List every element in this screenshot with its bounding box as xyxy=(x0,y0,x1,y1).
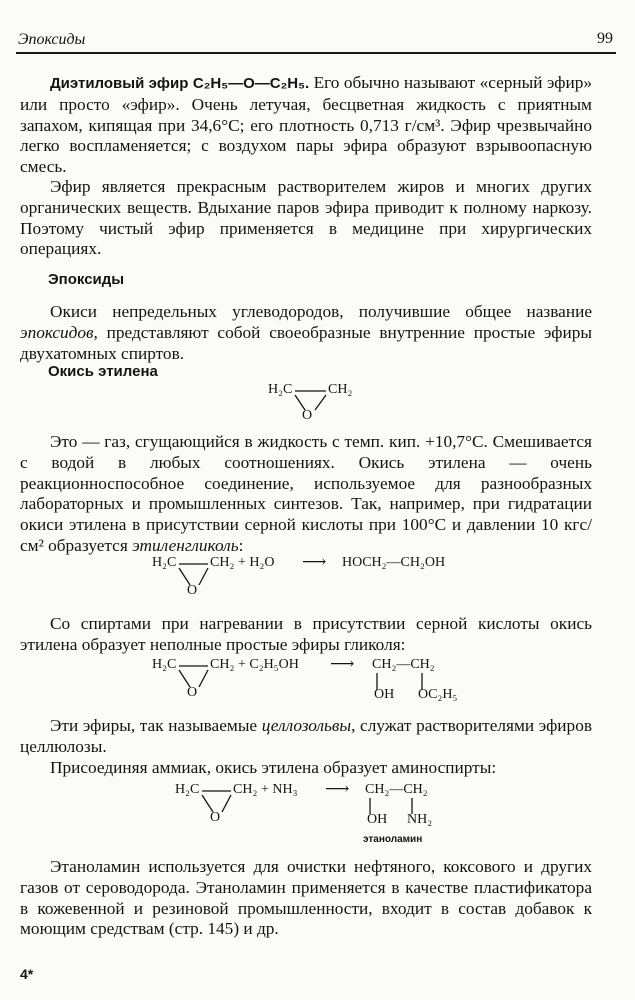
epoxides-intro-start: Окиси непредельных углеводородов, получившие общее название xyxy=(50,302,592,321)
hydration-reaction xyxy=(152,552,482,601)
diethyl-ether-text: Его обычно называют «серный эфир» или просто «эфир». Очень летучая, бесцветная жидкость с приятным запахом, кипящая при 34,6°С; его плотность 0,713 г/см³. Эфир чрезвычайно легко воспламеняется; с воздухом пары эфира образуют взрывоопасную смесь. xyxy=(20,73,592,177)
structure-left-carbon: H₂C xyxy=(268,382,293,397)
r3-arrow: ⟶ xyxy=(325,779,350,798)
r1-oxygen: O xyxy=(187,583,198,598)
r3-product-nh2: NH₂ xyxy=(407,812,433,827)
r1-ring-bonds xyxy=(152,555,242,601)
r2-oxygen: O xyxy=(187,685,198,700)
r1-product: HOCH₂—CH₂OH xyxy=(342,555,446,570)
ammonia-paragraph: Присоединяя аммиак, окись этилена образует аминоспирты: xyxy=(50,758,497,777)
ethanolamine-caption: этаноламин xyxy=(363,834,423,845)
r1-left-carbon: H₂C xyxy=(152,555,177,570)
cellosolve-text-end: , служат растворителями эфиров целлюлозы. xyxy=(20,716,592,756)
epoxides-intro-end: , представляют собой своеобразные внутренние простые эфиры двухатомных спиртов. xyxy=(20,322,592,363)
ethanolamine-paragraph: Этаноламин используется для очистки нефтяного, коксового и других газов от сероводорода. Этаноламин применяется в качестве пластификатора в кожевенной и резиновой промышленности, входит в состав добавок к моющим средствам (стр. 145) и др. xyxy=(20,857,592,939)
ring-bonds xyxy=(268,382,358,428)
alcohols-paragraph: Со спиртами при нагревании в присутствии серной кислоты окись этилена образует неполные простые эфиры гликоля: xyxy=(20,614,592,654)
alcohol-reaction xyxy=(152,654,482,705)
epoxides-intro-paragraph xyxy=(20,302,592,364)
subheading-ethylene-oxide: Окись этилена xyxy=(48,363,158,380)
ether-solvent-paragraph: Эфир является прекрасным растворителем жиров и многих других органических веществ. Вдыхание паров эфира приводит к полному наркозу. Поэтому чистый эфир применяется в медицине при хирургических операциях. xyxy=(20,177,592,259)
r1-right-carbon: CH₂ xyxy=(210,555,235,570)
ethylene-oxide-text: Это — газ, сгущающийся в жидкость с темп. кип. +10,7°С. Смешивается с водой в любых соотношениях. Окись этилена — очень реакционноспособное соединение, используемое для разнообразных лабораторных и промышленных синтезов. Так, например, при гидратации окиси этилена в присутствии серной кислоты при 100°С и давлении 10 кгс/см² образуется xyxy=(20,432,592,555)
r2-product-oc2h5: OC₂H₅ xyxy=(418,687,458,702)
header-rule xyxy=(16,52,616,54)
r2-left-carbon: H₂C xyxy=(152,657,177,672)
r1-reagent: + H₂O xyxy=(238,555,275,570)
r3-reagent: + NH₃ xyxy=(261,782,298,797)
section-heading-epoxides: Эпоксиды xyxy=(48,271,125,288)
r3-product-chain: CH₂—CH₂ xyxy=(365,782,428,797)
diethyl-ether-paragraph xyxy=(20,73,592,178)
r3-product-oh: OH xyxy=(367,812,388,827)
diethyl-ether-formula: C₂H₅—O—C₂H₅. xyxy=(192,75,310,92)
epoxides-term: эпоксидов xyxy=(20,322,94,342)
ethylene-oxide-colon: : xyxy=(238,535,244,555)
r2-product-chain: CH₂—CH₂ xyxy=(372,657,435,672)
page-number: 99 xyxy=(597,30,613,47)
cellosolve-text-start: Эти эфиры, так называемые xyxy=(50,716,262,735)
r2-right-carbon: CH₂ xyxy=(210,657,235,672)
r2-product-oh: OH xyxy=(374,687,395,702)
r2-arrow: ⟶ xyxy=(330,654,355,673)
ammonia-reaction xyxy=(175,779,475,848)
cellosolve-paragraph xyxy=(20,716,592,758)
cellosolve-term: целлозольвы xyxy=(261,716,352,735)
r2-reagent: + C₂H₅OH xyxy=(238,657,299,672)
structure-right-carbon: CH₂ xyxy=(328,382,353,397)
r3-left-carbon: H₂C xyxy=(175,782,200,797)
ethylene-glycol-term: этиленгликоль xyxy=(132,535,239,555)
structure-oxygen: O xyxy=(302,408,313,423)
running-header-title: Эпоксиды xyxy=(18,31,86,48)
ethylene-oxide-paragraph xyxy=(20,432,592,557)
r3-oxygen: O xyxy=(210,810,221,825)
r3-right-carbon: CH₂ xyxy=(233,782,258,797)
signature-mark: 4* xyxy=(20,966,34,982)
diethyl-ether-title: Диэтиловый эфир xyxy=(50,75,189,92)
ethylene-oxide-structure xyxy=(268,382,358,428)
r1-arrow: ⟶ xyxy=(302,552,327,571)
